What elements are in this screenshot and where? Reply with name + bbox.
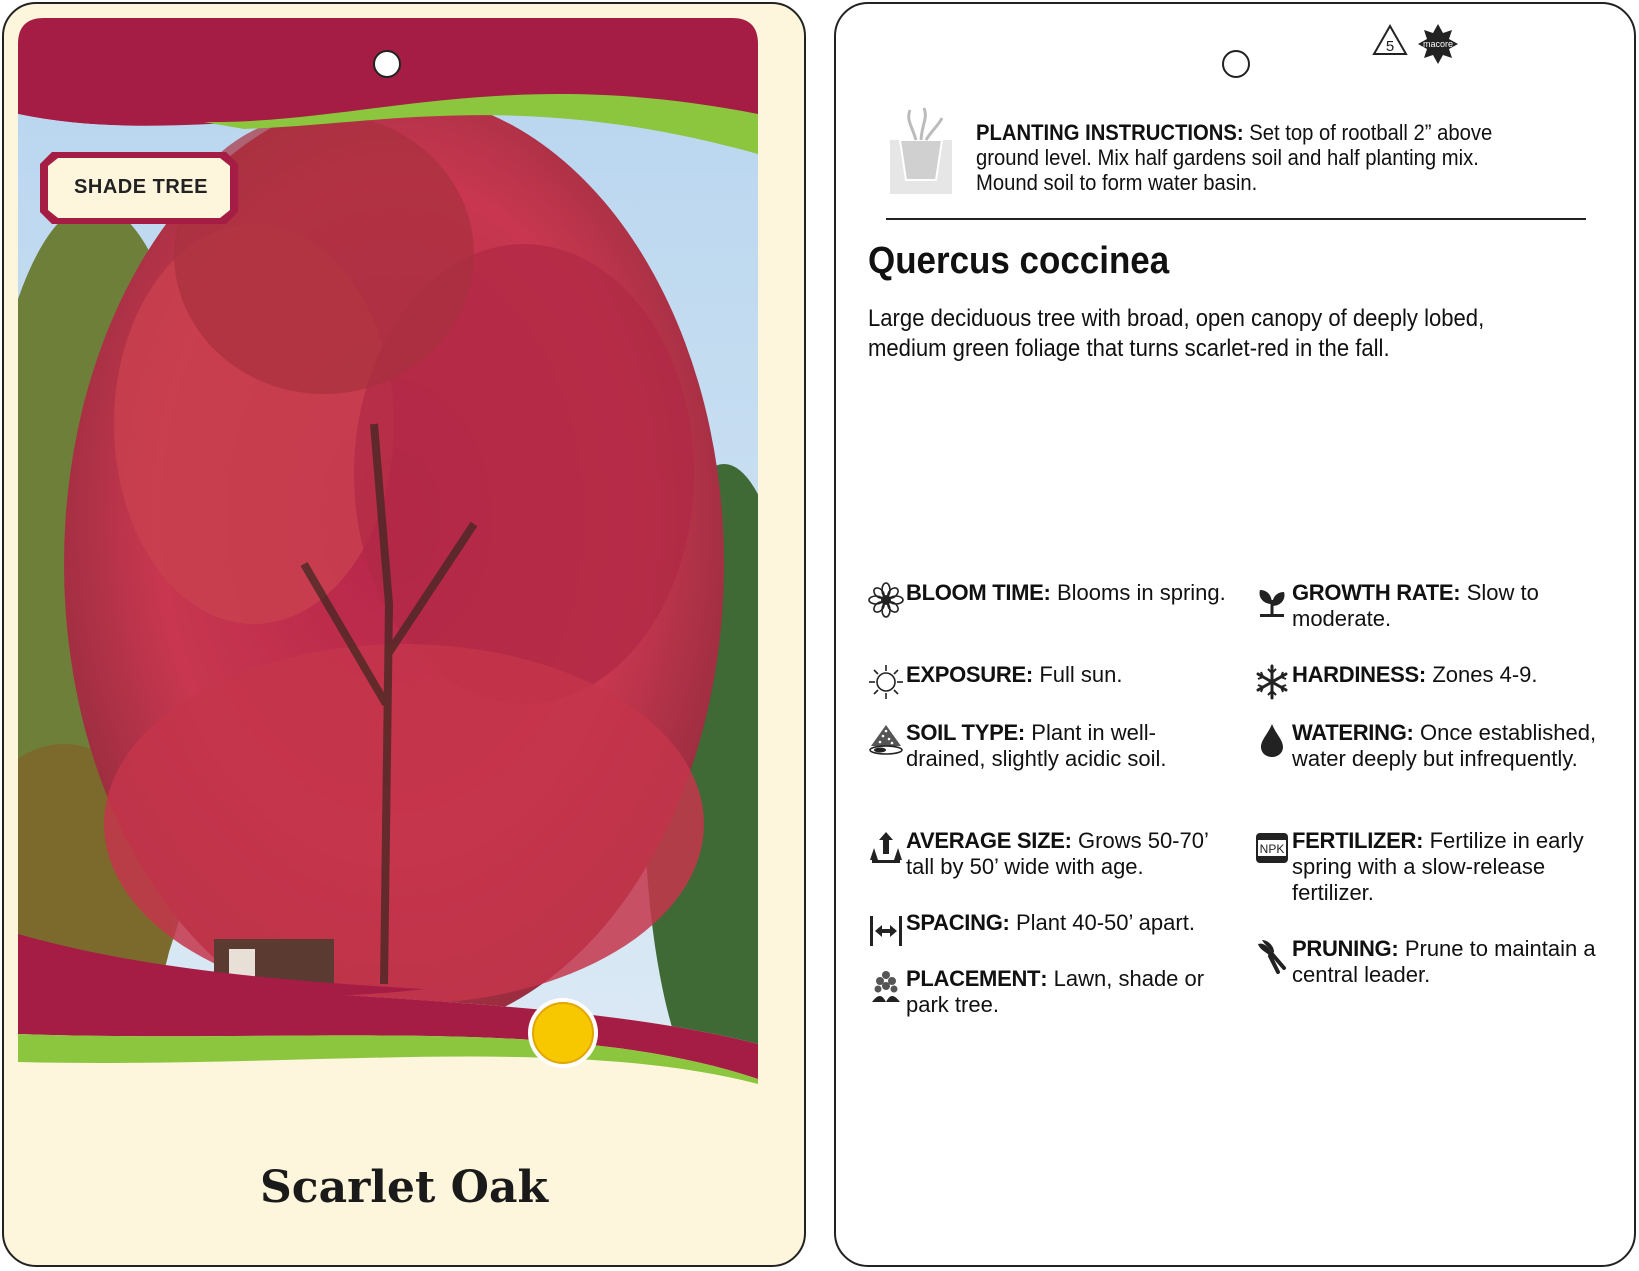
attr-label: AVERAGE SIZE [906,828,1065,853]
attr-text: Once established, water deeply but infrequently. [1292,720,1597,771]
planting-instructions [886,106,1586,206]
hang-hole [373,50,401,78]
brand-logo-text: macore [1422,39,1454,49]
planting-text: Set top of rootball 2” above ground level. Mix half gardens soil and half planting mix. Mound soil to form water basin. [976,120,1493,195]
recycle-icon [1374,26,1406,55]
attr-text: Fertilize in early spring with a slow-release fertilizer. [1292,828,1584,905]
attr-text: Plant in well-drained, slightly acidic soil. [906,720,1167,771]
pruners-icon [1254,938,1290,974]
flower-icon [868,582,904,618]
recycle-number: 5 [1385,38,1395,55]
snowflake-icon [1254,664,1290,700]
height-icon [868,830,904,866]
attr-text: Prune to maintain a central leader. [1292,936,1596,987]
npk-icon [1254,830,1290,866]
sun-icon [868,664,904,700]
water-drop-icon [1254,722,1290,758]
attr-label: SPACING [906,910,1003,935]
placement-icon [868,968,904,1004]
front-tag [2,2,806,1267]
attr-label: HARDINESS [1292,662,1419,687]
attr-text: Grows 50-70’ tall by 50’ wide with age. [906,828,1209,879]
common-name: Scarlet Oak [260,1162,548,1213]
attr-label: PRUNING [1292,936,1392,961]
attr-text: Lawn, shade or park tree. [906,966,1205,1017]
top-icons [1372,22,1462,73]
attr-label: WATERING [1292,720,1407,745]
attr-label: BLOOM TIME [906,580,1044,605]
attr-label: SOIL TYPE [906,720,1018,745]
category-label: SHADE TREE [74,176,208,198]
attr-label: EXPOSURE [906,662,1026,687]
attr-label: FERTILIZER [1292,828,1417,853]
botanical-name: Quercus coccinea [868,240,1170,282]
attr-text: Blooms in spring. [1057,580,1226,605]
attr-text: Full sun. [1039,662,1123,687]
full-sun-icon [527,997,599,1069]
soil-icon [868,722,904,758]
sprout-icon [1254,582,1290,618]
macore-logo-icon [1418,24,1458,64]
description: Large deciduous tree with broad, open canopy of deeply lobed, medium green foliage that turns scarlet-red in the fall. [868,305,1485,362]
attr-label: PLACEMENT [906,966,1041,991]
divider [886,218,1586,220]
npk-label: NPK [1259,842,1285,856]
attr-label: GROWTH RATE [1292,580,1454,605]
attr-text: Zones 4-9. [1432,662,1538,687]
back-tag: 5 macore PLANTING INSTRUCTIONS: Set top of rootball 2” above ground level. Mix half gardens soil and half planting mix. Mound soil to form water basin. Quercus coccinea Large deciduous tree with broad, open canopy of deeply lobed, medium green foliage that turns scarlet-red in the fall. BLOOM TIME: Blooms in spring. EXPOSURE: Full sun. SOIL TYPE: Plant in well-drained, slightly acidic soil. AVERAGE SIZE: Grows 50-70’ tall by 50’ wide with age. SPACING: Plant 40-50’ apart. PLACEMENT: Lawn, shade or park tree. GROWTH RATE: Slow to moderate. HARDINESS: Zones 4-9. WATERING: Once established, water deeply but infrequently. NPK FERTILIZER: Fertilize in early spring with a slow-release fertilizer. PRUNING: Prune to maintain a central leader. [834,2,1636,1267]
spacing-icon [868,912,904,948]
planting-label: PLANTING INSTRUCTIONS: [976,120,1244,145]
attr-text: Plant 40-50’ apart. [1015,910,1195,935]
attr-text: Slow to moderate. [1292,580,1539,631]
hang-hole [1222,50,1250,78]
potted-plant-icon [886,106,956,196]
